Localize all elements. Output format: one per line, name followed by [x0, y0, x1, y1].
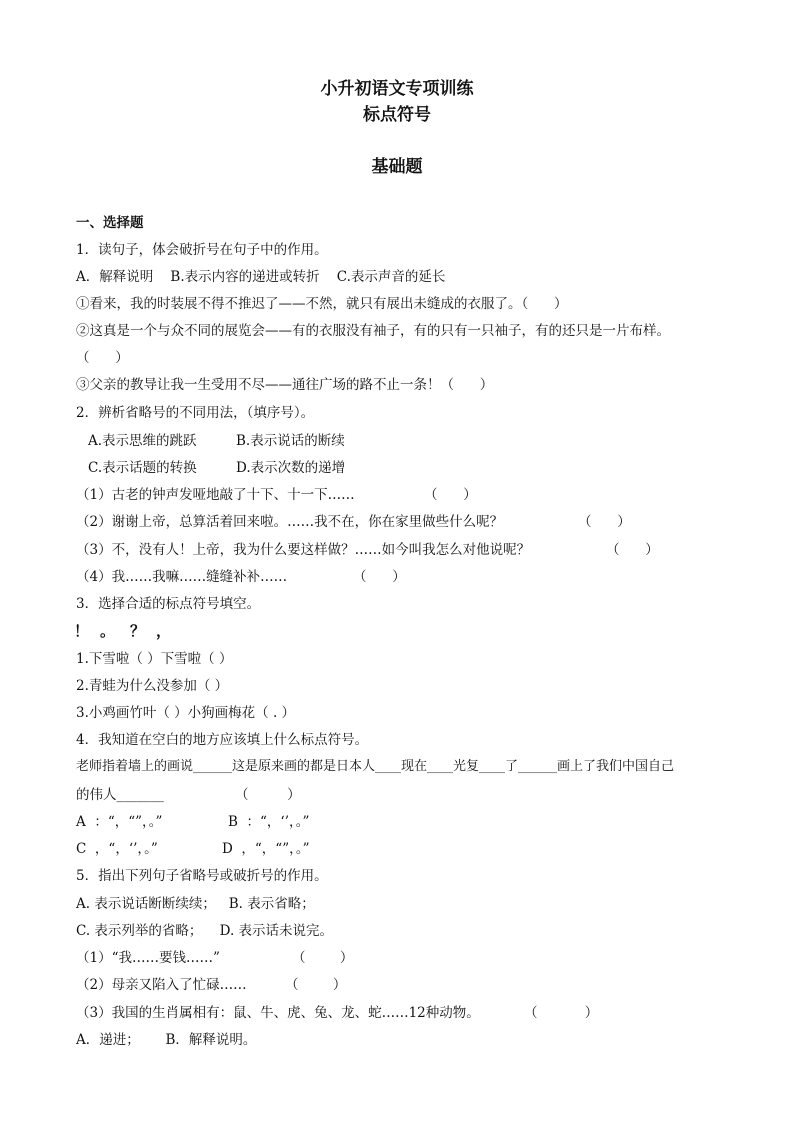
question-2-option-b: B.表示说话的断续: [236, 433, 345, 449]
question-5-options-cd: C. 表示列举的省略； D. 表示话未说完。: [76, 923, 334, 939]
question-5-item-2-blank: （ ）: [285, 977, 347, 993]
punctuation-mark-question: ？: [130, 622, 146, 640]
question-2-item-2-blank: （ ）: [578, 514, 631, 530]
question-5-item-1-blank: （ ）: [292, 950, 354, 966]
question-2-option-a: A.表示思维的跳跃: [88, 433, 197, 449]
question-3-line-1: 1.下雪啦（ ）下雪啦（ ）: [76, 651, 233, 667]
question-1-stem: 1．读句子，体会破折号在句子中的作用。: [76, 242, 328, 258]
question-2-option-d: D.表示次数的递增: [236, 460, 346, 476]
punctuation-mark-period: 。: [100, 622, 116, 640]
question-5-options-last: A．递进； B．解释说明。: [76, 1032, 257, 1048]
worksheet-title: 小升初语文专项训练: [320, 79, 474, 99]
section-heading: 一、选择题: [76, 215, 144, 231]
question-5-item-2: （2）母亲又陷入了忙碌……: [76, 977, 247, 993]
question-2-item-4-blank: （ ）: [353, 569, 406, 585]
question-5-stem: 5．指出下列句子省略号或破折号的作用。: [76, 868, 328, 884]
punctuation-mark-comma: ，: [156, 622, 172, 640]
question-4-option-a: A ：“，“”，。”: [76, 814, 163, 830]
question-4-option-b: B ：“，‘’，。”: [228, 814, 310, 830]
question-5-item-3: （3）我国的生肖属相有：鼠、牛、虎、兔、龙、蛇……12种动物。: [76, 1005, 480, 1021]
question-2-item-1-blank: （ ）: [424, 487, 477, 503]
question-5-options-ab: A. 表示说话断断续续； B. 表示省略；: [76, 896, 315, 912]
question-2-stem: 2．辨析省略号的不同用法，（填序号）。: [76, 405, 315, 421]
worksheet-subtitle: 标点符号: [363, 105, 431, 125]
question-4-sentence: 老师指着墙上的画说______这是原来画的都是日本人____现在____光复____了______画上了我们中国自己: [76, 759, 675, 774]
punctuation-mark-exclamation: ！: [74, 622, 90, 640]
question-4-stem: 4．我知道在空白的地方应该填上什么标点符号。: [76, 732, 369, 748]
question-2-item-3: （3）不，没有人！上帝，我为什么要这样做？……如今叫我怎么对他说呢？: [76, 542, 531, 558]
question-3-line-2: 2.青蛙为什么没参加（ ）: [76, 678, 229, 694]
question-1-options: A．解释说明 B.表示内容的递进或转折 C.表示声音的延长: [76, 269, 446, 285]
question-2-option-c: C.表示话题的转换: [88, 460, 197, 476]
question-4-option-d: D ，“，“”，。”: [222, 841, 310, 857]
question-4-sentence-end: 的伟人_______: [76, 787, 164, 803]
question-5-item-3-blank: （ ）: [524, 1005, 599, 1021]
question-5-item-1: （1）“我……要钱……”: [76, 950, 220, 966]
question-2-item-1: （1）古老的钟声发哑地敲了十下、十一下……: [76, 487, 355, 503]
question-2-item-4: （4）我……我嘛……缝缝补补……: [76, 569, 288, 585]
difficulty-level-title: 基础题: [371, 157, 423, 177]
question-1-sentence-2: ②这真是一个与众不同的展览会——有的衣服没有袖子，有的只有一只袖子，有的还只是一片布样。: [76, 323, 670, 339]
question-4-option-c: C ，“，‘’，。”: [76, 841, 158, 857]
question-1-sentence-2-blank: （ ）: [76, 350, 129, 366]
question-3-stem: 3．选择合适的标点符号填空。: [76, 596, 261, 612]
question-1-sentence-1: ①看来，我的时装展不得不推迟了——不然，就只有展出未缝成的衣服了。（ ）: [76, 296, 568, 312]
question-3-line-3: 3.小鸡画竹叶（ ）小狗画梅花（ . ）: [76, 705, 296, 721]
question-4-blank: （ ）: [235, 787, 301, 803]
question-2-item-2: （2）谢谢上帝，总算活着回来啦。……我不在，你在家里做些什么呢？: [76, 514, 504, 530]
question-1-sentence-3: ③父亲的教导让我一生受用不尽——通往广场的路不止一条！（ ）: [76, 377, 494, 393]
question-2-item-3-blank: （ ）: [606, 542, 659, 558]
